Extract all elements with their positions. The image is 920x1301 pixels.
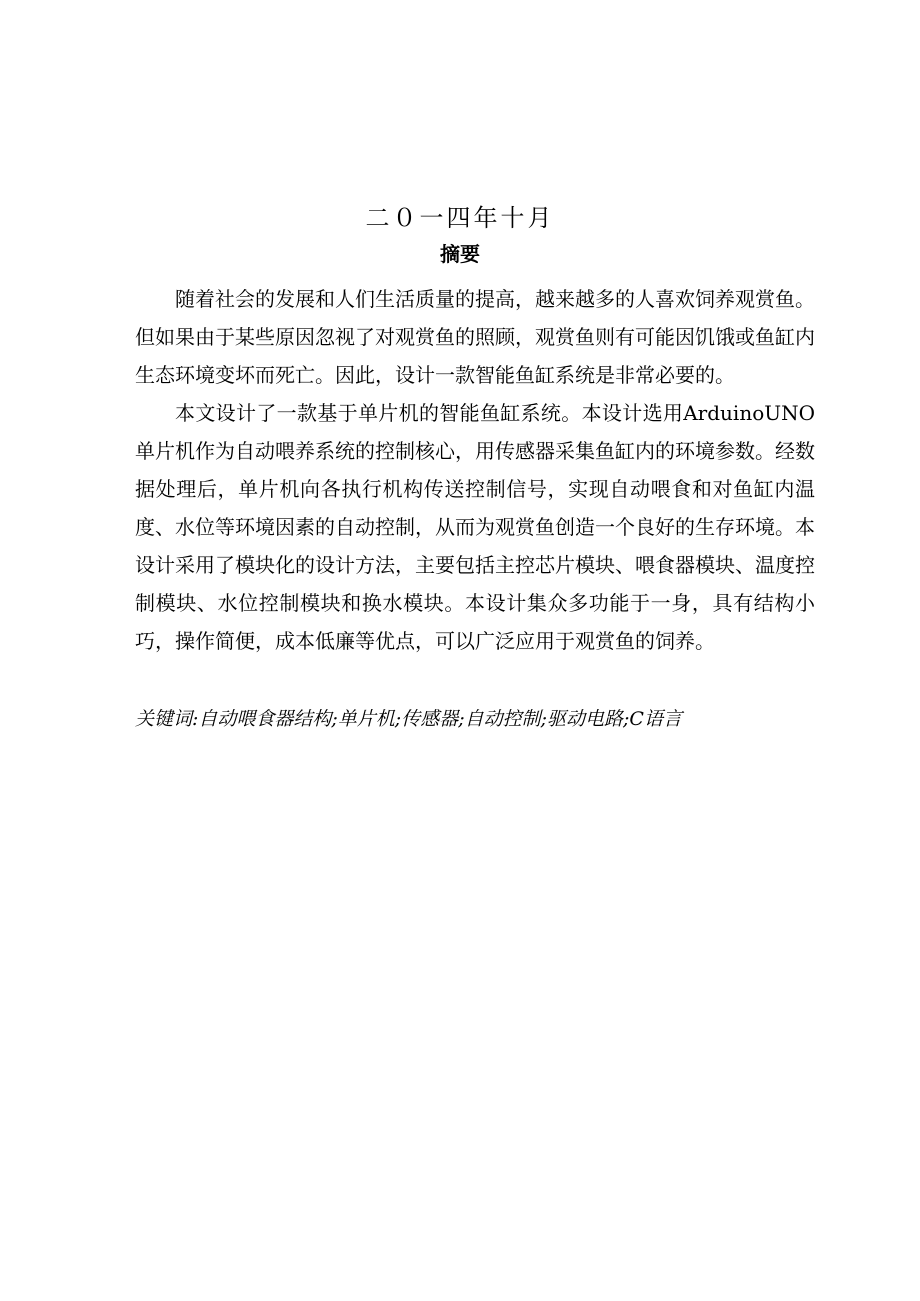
keywords-line: 关键词:自动喂食器结构;单片机;传感器;自动控制;驱动电路;C语言: [135, 708, 682, 730]
abstract-body: [135, 280, 815, 660]
document-date: 二０一四年十月: [365, 204, 555, 232]
abstract-heading: 摘要: [440, 242, 480, 266]
abstract-paragraph-1: 随着社会的发展和人们生活质量的提高，越来越多的人喜欢饲养观赏鱼。但如果由于某些原因忽视了对观赏鱼的照顾，观赏鱼则有可能因饥饿或鱼缸内生态环境变坏而死亡。因此，设计一款智能鱼缸系统是非常必要的。: [135, 287, 815, 387]
abstract-paragraph-2: 本文设计了一款基于单片机的智能鱼缸系统。本设计选用ArduinoUNO单片机作为自动喂养系统的控制核心，用传感器采集鱼缸内的环境参数。经数据处理后，单片机向各执行机构传送控制信号，实现自动喂食和对鱼缸内温度、水位等环境因素的自动控制，从而为观赏鱼创造一个良好的生存环境。本设计采用了模块化的设计方法，主要包括主控芯片模块、喂食器模块、温度控制模块、水位控制模块和换水模块。本设计集众多功能于一身，具有结构小巧，操作简便，成本低廉等优点，可以广泛应用于观赏鱼的饲养。: [135, 401, 815, 653]
